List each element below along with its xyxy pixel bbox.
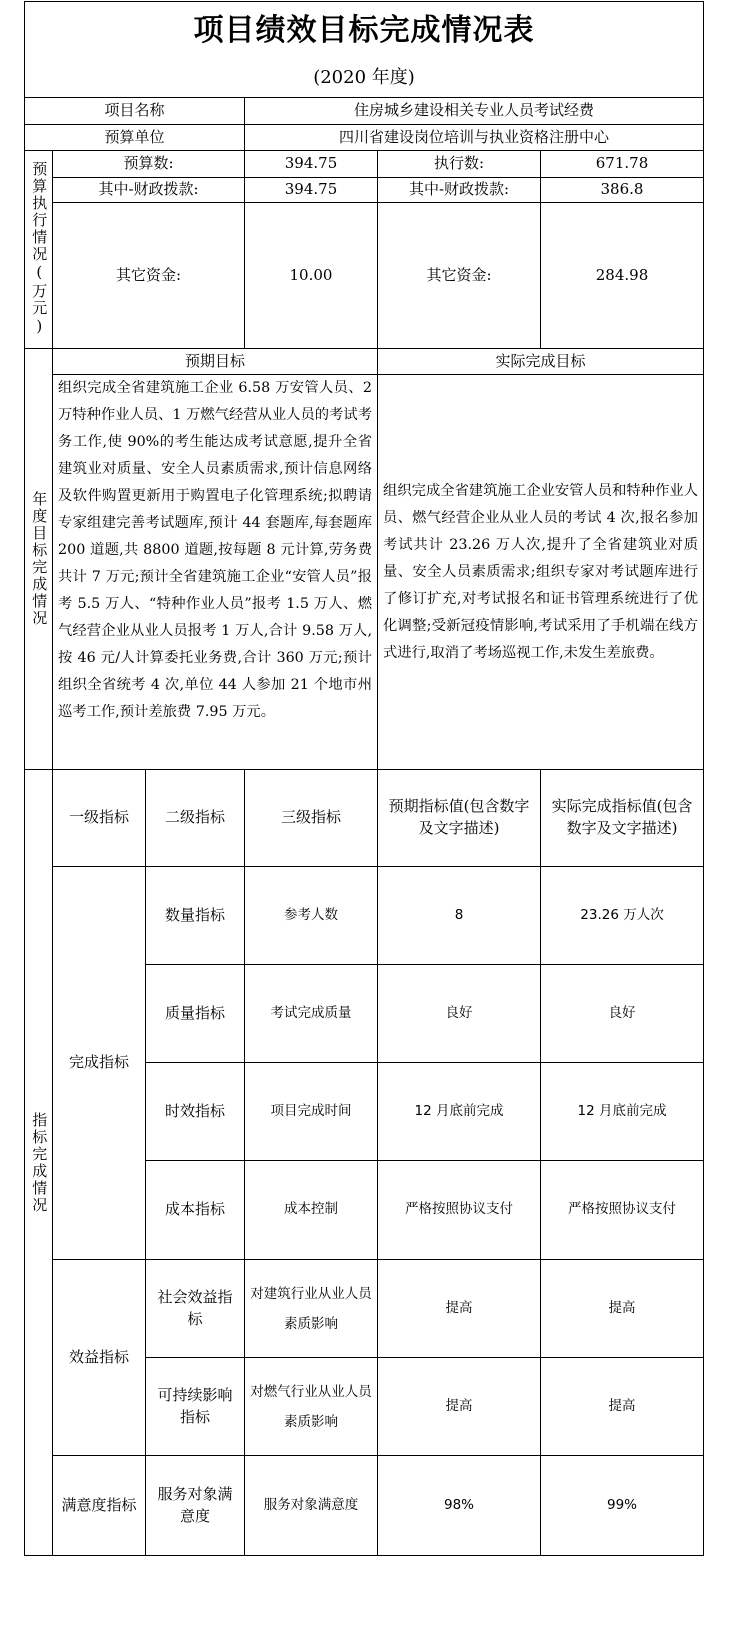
row-actual: 提高 bbox=[608, 1299, 636, 1316]
group-satisfaction: 满意度指标 bbox=[61, 1495, 137, 1514]
fiscal-budget-label: 其中-财政拨款: bbox=[98, 180, 199, 199]
row-expected: 良好 bbox=[445, 1004, 473, 1021]
budget-amount-value: 394.75 bbox=[284, 154, 338, 173]
budget-unit-value: 四川省建设岗位培训与执业资格注册中心 bbox=[338, 127, 609, 146]
other-budget-label: 其它资金: bbox=[115, 265, 182, 284]
row-actual: 12 月底前完成 bbox=[577, 1102, 667, 1119]
actual-goal-header: 实际完成目标 bbox=[495, 351, 586, 370]
row-level2: 数量指标 bbox=[164, 905, 225, 924]
group-benefit: 效益指标 bbox=[68, 1347, 129, 1366]
row-level2: 时效指标 bbox=[164, 1101, 225, 1120]
row-level2: 可持续影响指标 bbox=[157, 1385, 233, 1426]
row-level3: 考试完成质量 bbox=[270, 1004, 352, 1021]
row-level2: 社会效益指标 bbox=[157, 1287, 233, 1328]
expected-goal-header: 预期目标 bbox=[184, 351, 245, 370]
row-expected: 8 bbox=[454, 906, 464, 923]
row-expected: 提高 bbox=[445, 1299, 473, 1316]
project-name-label: 项目名称 bbox=[104, 101, 165, 120]
budget-amount-label: 预算数: bbox=[123, 154, 174, 173]
other-exec-label: 其它资金: bbox=[426, 265, 492, 284]
row-level3: 项目完成时间 bbox=[270, 1102, 352, 1119]
project-name-value: 住房城乡建设相关专业人员考试经费 bbox=[353, 101, 594, 120]
fiscal-exec-label: 其中-财政拨款: bbox=[408, 180, 510, 199]
row-expected: 98% bbox=[443, 1496, 474, 1513]
row-level3: 对燃气行业从业人员素质影响 bbox=[250, 1383, 372, 1430]
group-completion: 完成指标 bbox=[68, 1053, 129, 1072]
row-actual: 提高 bbox=[608, 1397, 636, 1414]
actual-goal-text: 组织完成全省建筑施工企业安管人员和特种作业人员、燃气经营企业从业人员的考试 4 次,报名参加考试共计 23.26 万人次,提升了全省建筑业对质量、安全人员素质需求;组织专家对考试题库进行了修订扩充,对考试报名和证书管理系统进行了优化调整;受新冠疫情影响,考试采用了手机端在线方式进行,取消了考场巡视工作,未发生差旅费。 bbox=[383, 482, 698, 661]
budget-side-label: 预算执行情况(万元) bbox=[30, 161, 49, 337]
header-level2: 二级指标 bbox=[164, 808, 225, 827]
header-level1: 一级指标 bbox=[68, 808, 129, 827]
executed-amount-value: 671.78 bbox=[595, 154, 649, 173]
header-actual-value: 实际完成指标值(包含数字及文字描述) bbox=[551, 797, 693, 837]
executed-amount-label: 执行数: bbox=[433, 154, 485, 173]
row-actual: 23.26 万人次 bbox=[580, 906, 664, 923]
expected-goal-text: 组织完成全省建筑施工企业 6.58 万安管人员、2 万特种作业人员、1 万燃气经营从业人员的考试考务工作,使 90%的考生能达成考试意愿,提升全省建筑业对质量、安全人员素质需求,预计信息网络及软件购置更新用于购置电子化管理系统;拟聘请专家组建完善考试题库,预计 44 套题库,每套题库 200 道题,共 8800 道题,按每题 8 元计算,劳务费共计 7 万元;预计全省建筑施工企业“安管人员”报考 5.5 万人、“特种作业人员”报考 1.5 万人、燃气经营企业从业人员报考 1 万人,合计 9.58 万人,按 46 元/人计算委托业务费,合计 360 万元;预计组织全省统考 4 次,单位 44 人参加 21 个地市州巡考工作,预计差旅费 7.95 万元。 bbox=[58, 380, 372, 720]
other-exec-value: 284.98 bbox=[595, 265, 649, 284]
table-title: 项目绩效目标完成情况表 bbox=[193, 13, 535, 49]
row-level2: 服务对象满意度 bbox=[157, 1484, 233, 1525]
row-actual: 严格按照协议支付 bbox=[568, 1201, 676, 1218]
row-actual: 99% bbox=[606, 1496, 637, 1513]
fiscal-budget-value: 394.75 bbox=[284, 180, 338, 199]
fiscal-exec-value: 386.8 bbox=[600, 180, 644, 199]
row-expected: 12 月底前完成 bbox=[414, 1102, 504, 1119]
indicators-side-label: 指标完成情况 bbox=[30, 1111, 49, 1214]
goals-side-label: 年度目标完成情况 bbox=[30, 491, 49, 627]
row-level3: 成本控制 bbox=[284, 1201, 338, 1218]
row-level3: 对建筑行业从业人员素质影响 bbox=[250, 1285, 372, 1332]
row-actual: 良好 bbox=[608, 1004, 636, 1021]
header-expected-value: 预期指标值(包含数字及文字描述) bbox=[388, 797, 530, 837]
row-level2: 质量指标 bbox=[164, 1003, 225, 1022]
row-expected: 提高 bbox=[445, 1397, 473, 1414]
row-level2: 成本指标 bbox=[164, 1200, 225, 1219]
row-level3: 服务对象满意度 bbox=[263, 1496, 359, 1513]
row-expected: 严格按照协议支付 bbox=[405, 1201, 513, 1218]
other-budget-value: 10.00 bbox=[289, 265, 333, 284]
table-year: (2020 年度) bbox=[313, 66, 415, 88]
row-level3: 参考人数 bbox=[284, 906, 338, 923]
header-level3: 三级指标 bbox=[280, 808, 341, 827]
budget-unit-label: 预算单位 bbox=[104, 127, 165, 146]
